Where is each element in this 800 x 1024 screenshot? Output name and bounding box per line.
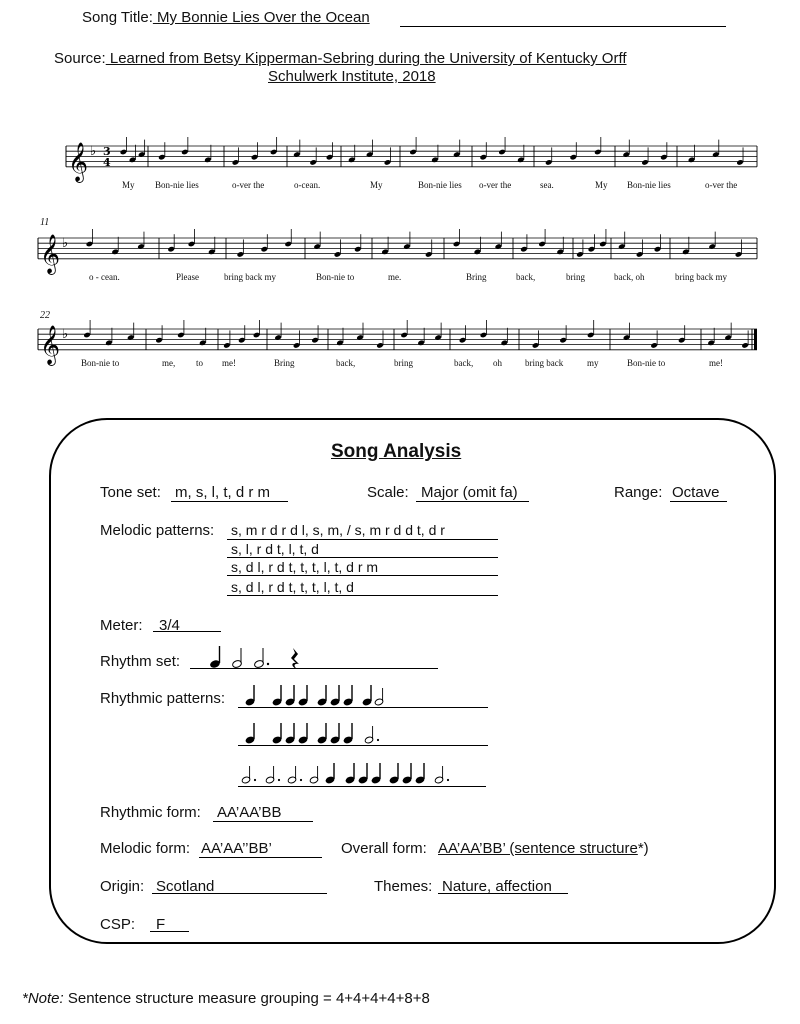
lyric-syllable: o-ver the <box>705 180 738 190</box>
lyric-syllable: My <box>595 180 608 190</box>
source-value-line1: Learned from Betsy Kipperman-Sebring during the University of Kentucky Orff <box>105 50 627 67</box>
csp-underline <box>150 931 189 932</box>
lyric-syllable: Bring <box>274 358 295 368</box>
lyric-syllable: back, <box>454 358 474 368</box>
lyric-syllable: me! <box>222 358 236 368</box>
measure-number-11: 11 <box>40 217 50 228</box>
range-underline <box>670 501 727 502</box>
melodic-pattern-4: s, d l, r d t, t, t, l, t, d <box>231 579 354 595</box>
lyric-syllable: me! <box>709 358 723 368</box>
melodic-form-underline <box>199 857 322 858</box>
dotted-half-note-icon <box>254 648 270 669</box>
footnote-label: *Note: <box>22 990 64 1007</box>
lyric-syllable: Please <box>176 272 199 282</box>
lyric-syllable: sea. <box>540 180 554 190</box>
melodic-form-value: AA’AA’’BB’ <box>201 840 272 857</box>
origin-underline <box>152 893 327 894</box>
themes-underline <box>438 893 568 894</box>
augmentation-dot <box>278 779 280 781</box>
augmentation-dot <box>377 739 379 741</box>
lyric-syllable: o - cean. <box>89 272 120 282</box>
lyric-syllable: Bring <box>466 272 487 282</box>
flat-icon: ♭ <box>62 236 69 251</box>
source-label: Source: <box>54 50 106 67</box>
meter-value: 3/4 <box>159 617 180 634</box>
quarter-rest-icon <box>291 648 299 669</box>
range-label: Range: <box>614 484 663 501</box>
tone-set-underline <box>171 501 288 502</box>
scale-label: Scale: <box>367 484 409 501</box>
lyric-syllable: Bon-nie lies <box>155 180 199 190</box>
melodic-pattern-underline-3 <box>227 575 498 576</box>
footnote-text: Sentence structure measure grouping = 4+4+4+4+8+8 <box>63 990 430 1007</box>
augmentation-dot <box>254 779 256 781</box>
origin-value: Scotland <box>156 878 215 895</box>
lyric-syllable: to <box>196 358 204 368</box>
tone-set-label: Tone set: <box>100 484 161 501</box>
lyric-syllable: bring back <box>525 358 564 368</box>
flat-icon: ♭ <box>90 144 97 159</box>
lyric-syllable: Bon-nie lies <box>418 180 462 190</box>
lyric-syllable: my <box>587 358 599 368</box>
rhythm-set-label: Rhythm set: <box>100 653 181 670</box>
song-title-label: Song Title: <box>82 9 153 26</box>
lyric-syllable: My <box>370 180 383 190</box>
song-title-value: My Bonnie Lies Over the Ocean <box>152 9 370 26</box>
scale-value: Major (omit fa) <box>421 484 518 501</box>
meter-label: Meter: <box>100 617 143 634</box>
melodic-pattern-3: s, d l, r d t, t, t, l, t, d r m <box>231 559 379 575</box>
half-note-icon <box>232 648 243 669</box>
melodic-patterns-label: Melodic patterns: <box>100 522 215 539</box>
melodic-pattern-underline-1 <box>227 539 498 540</box>
overall-form-text: AA’AA’BB’ (sentence structure <box>438 840 638 857</box>
overall-form-label: Overall form: <box>341 840 427 857</box>
lyric-syllable: My <box>122 180 135 190</box>
lyric-syllable: Bon-nie to <box>627 358 666 368</box>
overall-form-suffix: *) <box>637 840 649 857</box>
treble-clef-icon: 𝄞 <box>68 141 89 182</box>
lyric-syllable: bring <box>394 358 413 368</box>
melodic-pattern-underline-2 <box>227 557 498 558</box>
lyric-syllable: o-ver the <box>479 180 512 190</box>
rhythmic-patterns-notation <box>240 678 540 788</box>
time-signature-top: 3 <box>103 145 111 158</box>
meter-underline <box>153 631 221 632</box>
csp-label: CSP: <box>100 916 136 933</box>
lyric-syllable: Bon-nie lies <box>627 180 671 190</box>
melodic-pattern-underline-4 <box>227 595 498 596</box>
rhythmic-form-label: Rhythmic form: <box>100 804 201 821</box>
augmentation-dot <box>300 779 302 781</box>
themes-label: Themes: <box>374 878 433 895</box>
rhythmic-form-underline <box>213 821 313 822</box>
lyric-syllable: me, <box>162 358 176 368</box>
analysis-title: Song Analysis <box>331 441 462 462</box>
melodic-pattern-1: s, m r d r d l, s, m, / s, m r d d t, d r <box>231 522 445 538</box>
rhythm-set-notation <box>205 642 345 672</box>
final-bar-thick <box>754 329 757 350</box>
melodic-pattern-2: s, l, r d t, l, t, d <box>231 541 319 557</box>
rhythmic-form-value: AA’AA’BB <box>217 804 282 821</box>
augmentation-dot <box>447 779 449 781</box>
range-value: Octave <box>672 484 720 501</box>
lyric-syllable: oh <box>493 358 502 368</box>
music-score <box>0 0 800 400</box>
quarter-note-icon <box>209 646 221 669</box>
rhythmic-patterns-label: Rhythmic patterns: <box>100 690 226 707</box>
themes-value: Nature, affection <box>442 878 552 895</box>
lyric-syllable: Bon-nie to <box>81 358 120 368</box>
treble-clef-icon: 𝄞 <box>40 233 61 274</box>
lyric-syllable: back, <box>336 358 356 368</box>
time-signature-bottom: 4 <box>103 156 111 169</box>
measure-number-22: 22 <box>40 310 50 321</box>
tone-set-value: m, s, l, t, d r m <box>175 484 271 501</box>
melodic-form-label: Melodic form: <box>100 840 191 857</box>
lyric-syllable: bring <box>566 272 585 282</box>
footnote <box>22 990 430 1007</box>
origin-label: Origin: <box>100 878 145 895</box>
overall-form-value <box>438 840 649 857</box>
lyric-syllable: Bon-nie to <box>316 272 355 282</box>
flat-icon: ♭ <box>62 327 69 342</box>
lyric-syllable: back, oh <box>614 272 645 282</box>
lyric-syllable: back, <box>516 272 536 282</box>
lyric-syllable: o-ver the <box>232 180 265 190</box>
lyric-syllable: o-cean. <box>294 180 321 190</box>
scale-underline <box>416 501 529 502</box>
lyric-syllable: bring back my <box>675 272 727 282</box>
csp-value: F <box>156 916 166 933</box>
source-value-line2: Schulwerk Institute, 2018 <box>268 68 436 85</box>
lyric-syllable: me. <box>388 272 402 282</box>
treble-clef-icon: 𝄞 <box>40 324 61 365</box>
lyric-syllable: bring back my <box>224 272 276 282</box>
